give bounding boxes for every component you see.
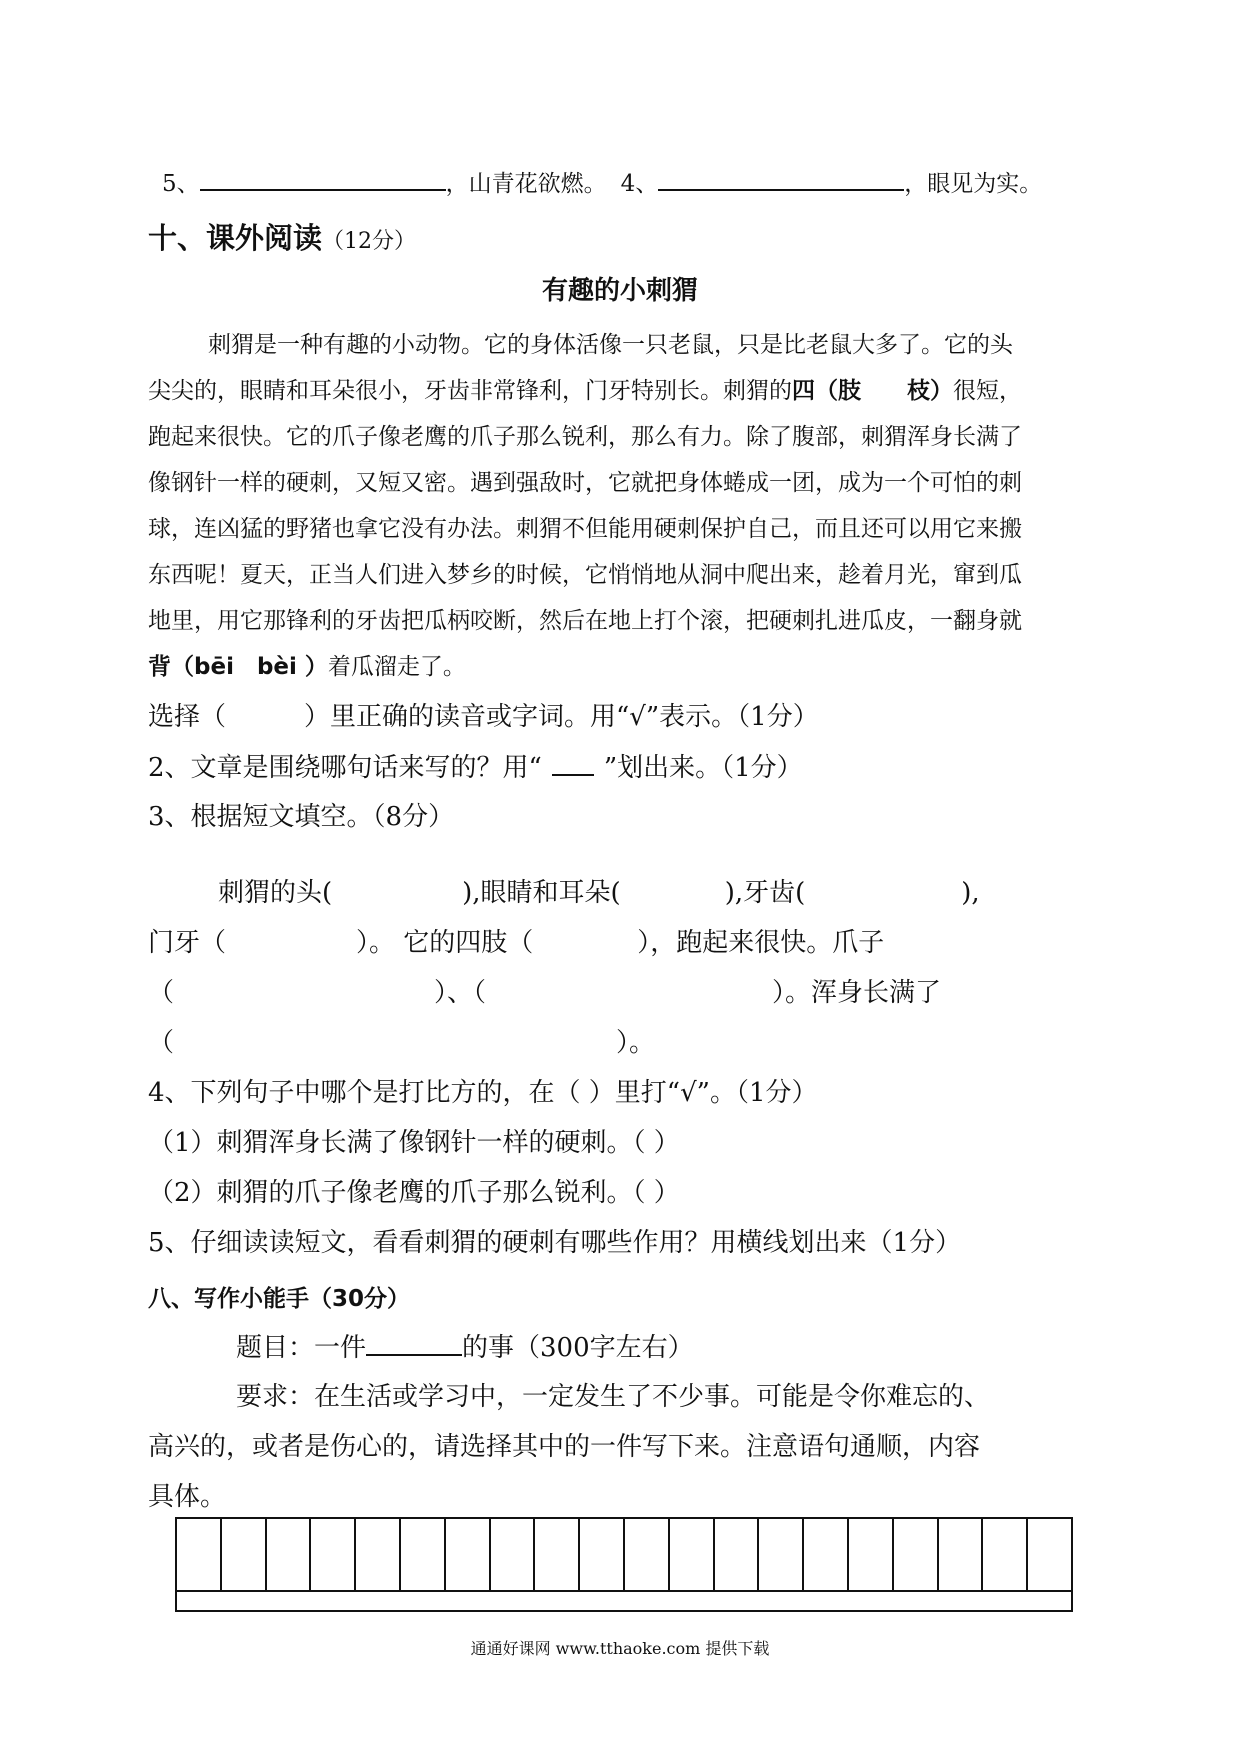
writing-req-line-2: 高兴的，或者是伤心的，请选择其中的一件写下来。注意语句通顺，内容	[148, 1432, 981, 1462]
grid-cell[interactable]	[177, 1519, 222, 1590]
question-1: 选择（ ）里正确的读音或字词。用“√”表示。（1分）	[148, 702, 819, 732]
grid-cell[interactable]	[1028, 1519, 1071, 1590]
para-line-2	[148, 376, 1022, 406]
fill-line-2[interactable]: 门牙（ ）。 它的四肢（ ），跑起来很快。爪子	[148, 928, 885, 958]
para-line-4: 像钢针一样的硬刺，又短又密。遇到强敌时，它就把身体蜷成一团，成为一个可怕的刺	[148, 470, 1022, 496]
para-line-2-tail: 很短，	[953, 378, 1022, 404]
question-5: 5、仔细读读短文，看看刺猬的硬刺有哪些作用？用横线划出来（1分）	[148, 1228, 962, 1258]
writing-topic-blank[interactable]	[366, 1330, 462, 1356]
idiom-fill-line	[162, 165, 1042, 199]
question-2-post: ”划出来。（1分）	[603, 753, 803, 783]
writing-section-heading: 八、写作小能手（30分）	[148, 1286, 411, 1312]
para-line-6: 东西呢！夏天，正当人们进入梦乡的时候，它悄悄地从洞中爬出来，趁着月光，窜到瓜	[148, 562, 1022, 588]
grid-cell[interactable]	[804, 1519, 849, 1590]
grid-cell[interactable]	[401, 1519, 446, 1590]
article-title: 有趣的小刺猬	[541, 276, 698, 306]
question-4-option-2[interactable]: （2）刺猬的爪子像老鹰的爪子那么锐利。（ ）	[148, 1178, 680, 1208]
reading-heading-text: 十、课外阅读	[148, 221, 323, 255]
grid-cell[interactable]	[939, 1519, 984, 1590]
reading-points: （12分）	[322, 229, 417, 254]
grid-cell[interactable]	[894, 1519, 939, 1590]
question-4: 4、下列句子中哪个是打比方的，在（ ）里打“√”。（1分）	[148, 1078, 818, 1108]
q4-text: ，眼见为实。	[904, 171, 1043, 197]
para-line-3: 跑起来很快。它的爪子像老鹰的爪子那么锐利，那么有力。除了腹部，刺猬浑身长满了	[148, 424, 1022, 450]
fill-line-1[interactable]: 刺猬的头( ),眼睛和耳朵( ),牙齿( ),	[218, 878, 980, 908]
para-line-8	[148, 652, 466, 682]
para-line-8-text: 着瓜溜走了。	[327, 654, 466, 680]
grid-cell[interactable]	[715, 1519, 760, 1590]
grid-cell[interactable]	[267, 1519, 312, 1590]
writing-topic-post: 的事（300字左右）	[462, 1333, 694, 1363]
grid-cell[interactable]	[670, 1519, 715, 1590]
fill-line-4[interactable]: （ ）。	[148, 1028, 656, 1058]
para-line-2-text: 尖尖的，眼睛和耳朵很小，牙齿非常锋利，门牙特别长。刺猬的	[148, 378, 792, 404]
reading-section-heading	[148, 220, 416, 260]
fill-line-3[interactable]: （ ）、（ ）。浑身长满了	[148, 978, 942, 1008]
grid-cell[interactable]	[625, 1519, 670, 1590]
writing-req-line-1: 要求：在生活或学习中，一定发生了不少事。可能是令你难忘的、	[236, 1382, 991, 1412]
question-2-pre: 2、文章是围绕哪句话来写的？用“	[148, 753, 542, 783]
q5-text: ，山青花欲燃。	[445, 171, 607, 197]
writing-grid-spacer-row	[175, 1590, 1073, 1612]
grid-cell[interactable]	[759, 1519, 804, 1590]
para-line-7: 地里，用它那锋利的牙齿把瓜柄咬断，然后在地上打个滚，把硬刺扎进瓜皮，一翻身就	[148, 608, 1022, 634]
choice-bei[interactable]: 背（bēi bèi ）	[148, 654, 328, 680]
question-2-underline-sample	[552, 750, 594, 776]
grid-cell[interactable]	[849, 1519, 894, 1590]
writing-req-line-3: 具体。	[148, 1482, 227, 1512]
question-4-option-1[interactable]: （1）刺猬浑身长满了像钢针一样的硬刺。（ ）	[148, 1128, 680, 1158]
q5-number: 5、	[162, 171, 200, 197]
grid-cell[interactable]	[580, 1519, 625, 1590]
q4-blank[interactable]	[658, 165, 904, 191]
choice-si-zhi[interactable]: 四（肢 枝）	[792, 378, 953, 404]
grid-cell[interactable]	[311, 1519, 356, 1590]
para-line-5: 球，连凶猛的野猪也拿它没有办法。刺猬不但能用硬刺保护自己，而且还可以用它来搬	[148, 516, 1022, 542]
grid-cell[interactable]	[222, 1519, 267, 1590]
page-footer: 通通好课网 www.tthaoke.com 提供下载	[470, 1639, 770, 1658]
grid-cell[interactable]	[983, 1519, 1028, 1590]
grid-cell[interactable]	[535, 1519, 580, 1590]
grid-cell[interactable]	[356, 1519, 401, 1590]
writing-grid-row[interactable]	[175, 1517, 1073, 1592]
q5-blank[interactable]	[200, 165, 446, 191]
q4-number: 4、	[620, 171, 659, 197]
writing-topic	[236, 1330, 694, 1365]
question-3: 3、根据短文填空。（8分）	[148, 802, 455, 832]
question-2	[148, 750, 803, 785]
para-line-1: 刺猬是一种有趣的小动物。它的身体活像一只老鼠，只是比老鼠大多了。它的头	[208, 332, 1013, 358]
grid-cell[interactable]	[446, 1519, 491, 1590]
grid-cell[interactable]	[491, 1519, 536, 1590]
writing-topic-pre: 题目：一件	[236, 1333, 367, 1363]
